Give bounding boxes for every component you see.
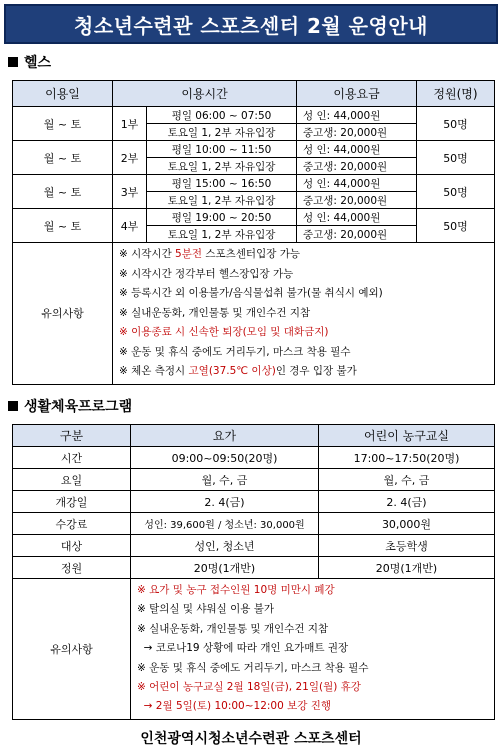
program-section-title: 생활체육프로그램 [8,396,132,416]
notes-label: 유의사항 [13,243,113,385]
note-line: ※ 요가 및 농구 접수인원 10명 미만시 폐강 [137,584,335,596]
saturday-time: 토요일 1, 2부 자유입장 [147,192,297,209]
yoga-value: 성인, 청소년 [131,535,319,557]
fee-student: 중고생: 20,000원 [297,124,417,141]
fee-adult: 성 인: 44,000원 [297,209,417,226]
program-row [13,469,495,491]
fee-student: 중고생: 20,000원 [297,226,417,243]
header-day: 이용일 [13,81,113,107]
note-line: ※ 운동 및 휴식 중에도 거리두기, 마스크 착용 필수 [137,661,369,674]
note-line: ※ 시작시간 정각부터 헬스장입장 가능 [119,267,294,280]
note-line: ※ 시작시간 5분전 스포츠센터입장 가능 [119,248,300,260]
health-notes [113,243,495,385]
capacity-cell: 50명 [417,141,495,175]
basketball-value: 초등학생 [319,535,495,557]
row-label: 정원 [13,557,131,579]
row-label: 수강료 [13,513,131,535]
program-table [12,424,495,720]
yoga-value: 2. 4(금) [131,491,319,513]
square-bullet-icon [8,57,18,67]
fee-student: 중고생: 20,000원 [297,192,417,209]
note-line: ※ 등록시간 외 이용불가/음식물섭취 불가(물 취식시 예외) [119,287,383,299]
part-cell: 4부 [113,209,147,243]
square-bullet-icon [8,401,18,411]
header-time: 이용시간 [113,81,297,107]
note-line: ※ 운동 및 휴식 중에도 거리두기, 마스크 착용 필수 [119,345,351,358]
note-line: ※ 탈의실 및 샤워실 이용 불가 [137,603,275,616]
page-title: 청소년수련관 스포츠센터 2월 운영안내 [74,13,428,38]
basketball-value: 20명(1개반) [319,557,495,579]
header-fee: 이용요금 [297,81,417,107]
basketball-value: 17:00~17:50(20명) [319,447,495,469]
yoga-value: 월, 수, 금 [131,469,319,491]
title-banner [4,4,498,44]
weekday-time: 평일 19:00 ~ 20:50 [147,209,297,226]
basketball-value: 월, 수, 금 [319,469,495,491]
saturday-time: 토요일 1, 2부 자유입장 [147,124,297,141]
capacity-cell: 50명 [417,175,495,209]
health-table [12,80,495,385]
program-row [13,557,495,579]
part-cell: 2부 [113,141,147,175]
row-label: 요일 [13,469,131,491]
yoga-value: 성인: 39,600원 / 청소년: 30,000원 [131,513,319,535]
day-cell: 월 ~ 토 [13,209,113,243]
basketball-value: 30,000원 [319,513,495,535]
header-yoga: 요가 [131,425,319,447]
fee-student: 중고생: 20,000원 [297,158,417,175]
yoga-value: 20명(1개반) [131,557,319,579]
part-cell: 1부 [113,107,147,141]
day-cell: 월 ~ 토 [13,107,113,141]
notes-label: 유의사항 [13,579,131,720]
health-row [13,107,495,124]
weekday-time: 평일 15:00 ~ 16:50 [147,175,297,192]
health-row [13,209,495,226]
note-line: → 2월 5일(토) 10:00~12:00 보강 진행 [137,700,332,713]
header-basketball: 어린이 농구교실 [319,425,495,447]
note-line: ※ 어린이 농구교실 2월 18일(금), 21일(월) 휴강 [137,681,361,694]
fee-adult: 성 인: 44,000원 [297,175,417,192]
saturday-time: 토요일 1, 2부 자유입장 [147,158,297,175]
program-header-row [13,425,495,447]
weekday-time: 평일 06:00 ~ 07:50 [147,107,297,124]
program-row [13,491,495,513]
note-line: → 코로나19 상황에 따라 개인 요가매트 권장 [137,642,349,655]
health-row [13,175,495,192]
program-row [13,535,495,557]
capacity-cell: 50명 [417,107,495,141]
row-label: 개강일 [13,491,131,513]
day-cell: 월 ~ 토 [13,141,113,175]
health-header-row [13,81,495,107]
fee-adult: 성 인: 44,000원 [297,107,417,124]
note-line: ※ 실내운동화, 개인물통 및 개인수건 지참 [119,306,311,319]
note-line: ※ 체온 측정시 고열(37.5℃ 이상)인 경우 입장 불가 [119,365,357,377]
program-row [13,447,495,469]
weekday-time: 평일 10:00 ~ 11:50 [147,141,297,158]
saturday-time: 토요일 1, 2부 자유입장 [147,226,297,243]
health-section-title: 헬스 [8,52,51,72]
header-category: 구분 [13,425,131,447]
header-capacity: 정원(명) [417,81,495,107]
program-notes-row [13,579,495,720]
health-notes-row [13,243,495,385]
footer-organization: 인천광역시청소년수련관 스포츠센터 [140,731,362,747]
yoga-value: 09:00~09:50(20명) [131,447,319,469]
part-cell: 3부 [113,175,147,209]
basketball-value: 2. 4(금) [319,491,495,513]
note-line: ※ 실내운동화, 개인물통 및 개인수건 지참 [137,622,329,635]
row-label: 대상 [13,535,131,557]
program-notes [131,579,495,720]
fee-adult: 성 인: 44,000원 [297,141,417,158]
capacity-cell: 50명 [417,209,495,243]
note-line: ※ 이용종료 시 신속한 퇴장(모임 및 대화금지) [119,326,329,338]
program-row [13,513,495,535]
health-row [13,141,495,158]
row-label: 시간 [13,447,131,469]
day-cell: 월 ~ 토 [13,175,113,209]
